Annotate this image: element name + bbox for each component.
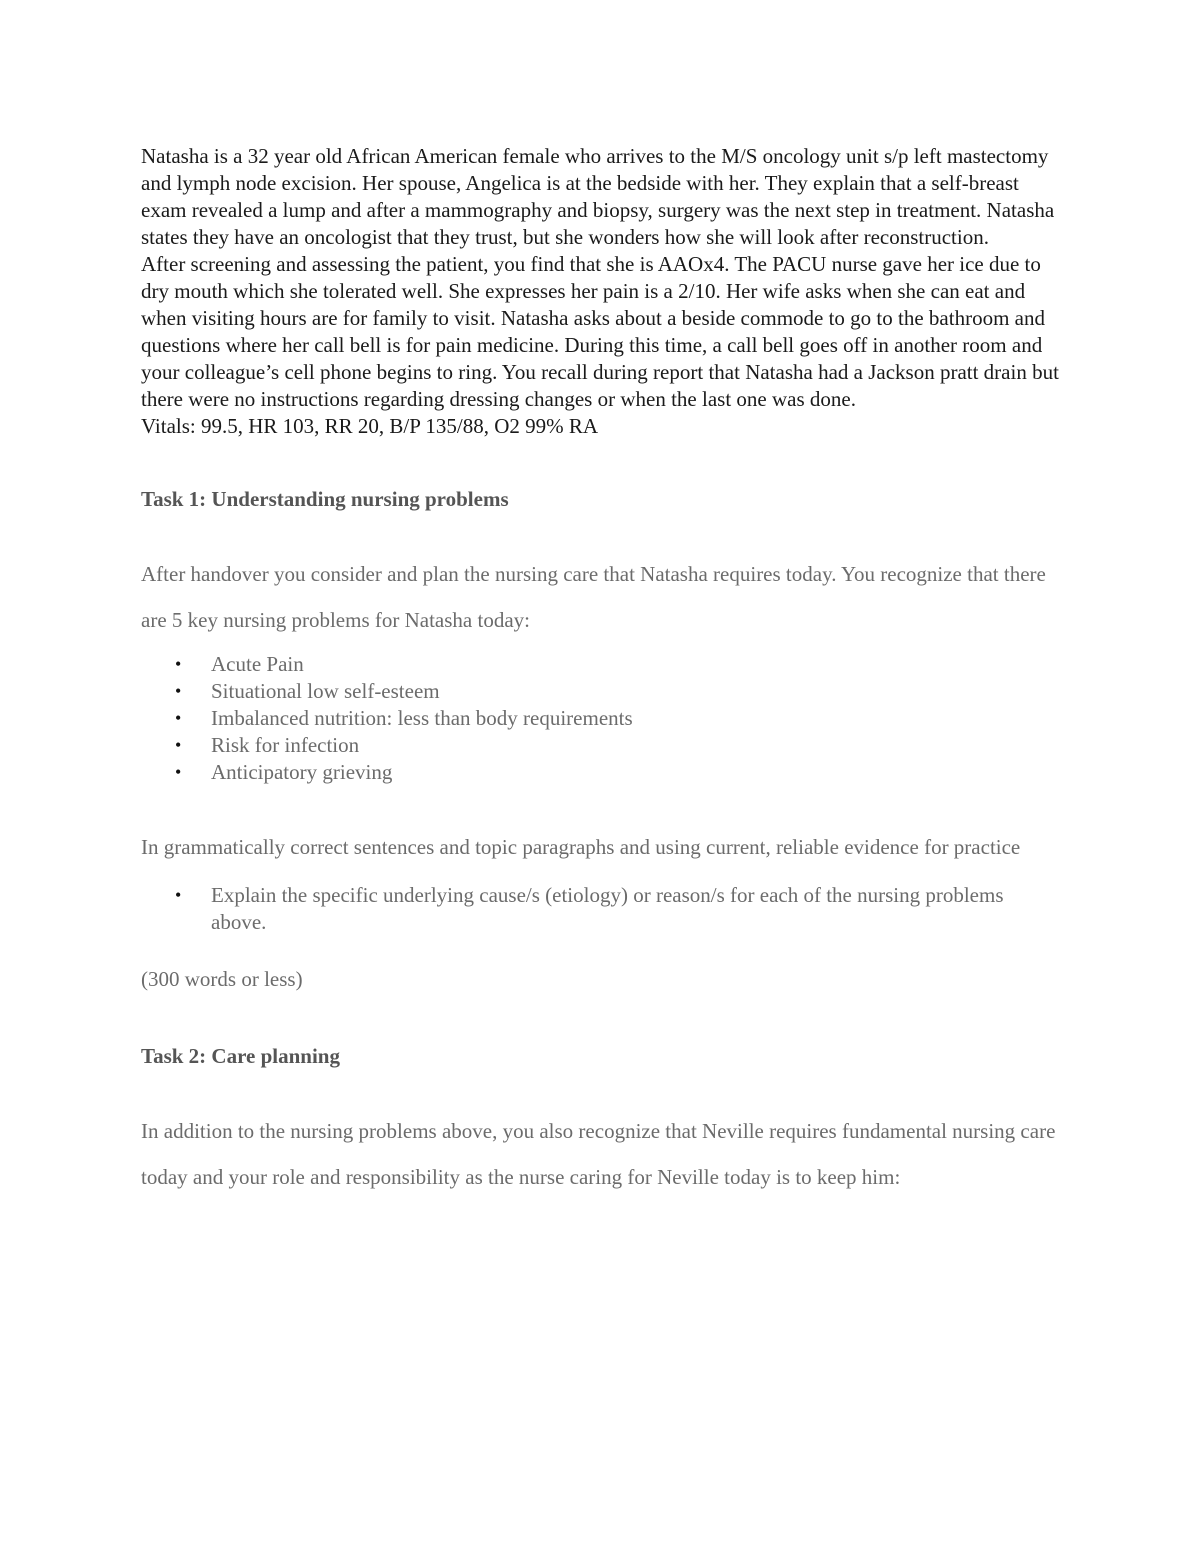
list-item [141,705,1061,732]
bullet-icon: • [175,654,182,674]
bullet-icon: • [175,762,182,782]
list-item [141,678,1061,705]
task1-instruction: In grammatically correct sentences and topic paragraphs and using current, reliable evidence for practice [141,835,1021,859]
spacer [141,870,1061,882]
word-limit: (300 words or less) [141,967,303,991]
problem-label: Acute Pain [211,652,304,676]
task1-heading: Task 1: Understanding nursing problems [141,487,509,511]
problem-label: Situational low self-esteem [211,679,440,703]
case-study [141,143,1061,440]
bullet-icon: • [175,681,182,701]
problem-label: Anticipatory grieving [211,760,393,784]
list-item [141,882,1061,936]
instruction-label: Explain the specific underlying cause/s (etiology) or reason/s for each of the nursing problems above. [211,883,1004,934]
bullet-icon: • [175,735,182,755]
spacer [141,993,1061,1043]
problem-label: Risk for infection [211,733,360,757]
nursing-problems-list [141,651,1061,786]
task2-intro: In addition to the nursing problems above, you also recognize that Neville requires fundamental nursing care today and your role and responsibility as the nurse caring for Neville today is to keep him: [141,1119,1056,1189]
case-paragraph-intro: Natasha is a 32 year old African American female who arrives to the M/S oncology unit s/p left mastectomy and lymph node excision. Her spouse, Angelica is at the bedside with her. They explain that a self-breast exam revealed a lump and after a mammography and biopsy, surgery was the next step in treatment. Natasha states they have an oncologist that they trust, but she wonders how she will look after reconstruction. [141,144,1055,249]
vitals-line: Vitals: 99.5, HR 103, RR 20, B/P 135/88, O2 99% RA [141,414,599,438]
list-item [141,732,1061,759]
spacer [141,643,1061,651]
spacer [141,786,1061,824]
bullet-icon: • [175,885,182,905]
bullet-icon: • [175,708,182,728]
document-content [141,143,1061,1200]
problem-label: Imbalanced nutrition: less than body requirements [211,706,633,730]
instruction-list [141,882,1061,936]
spacer [141,440,1061,486]
task2-heading: Task 2: Care planning [141,1044,340,1068]
case-paragraph-assessment: After screening and assessing the patient, you find that she is AAOx4. The PACU nurse gave her ice due to dry mouth which she tolerated well. She expresses her pain is a 2/10. Her wife asks when she can eat and when visiting hours are for family to visit. Natasha asks about a beside commode to go to the bathroom and questions where her call bell is for pain medicine. During this time, a call bell goes off in another room and your colleague’s cell phone begins to ring. You recall during report that Natasha had a Jackson pratt drain but there were no instructions regarding dressing changes or when the last one was done. [141,252,1059,411]
task1-intro: After handover you consider and plan the nursing care that Natasha requires today. You recognize that there are 5 key nursing problems for Natasha today: [141,562,1046,632]
list-item [141,759,1061,786]
list-item [141,651,1061,678]
spacer [141,936,1061,966]
